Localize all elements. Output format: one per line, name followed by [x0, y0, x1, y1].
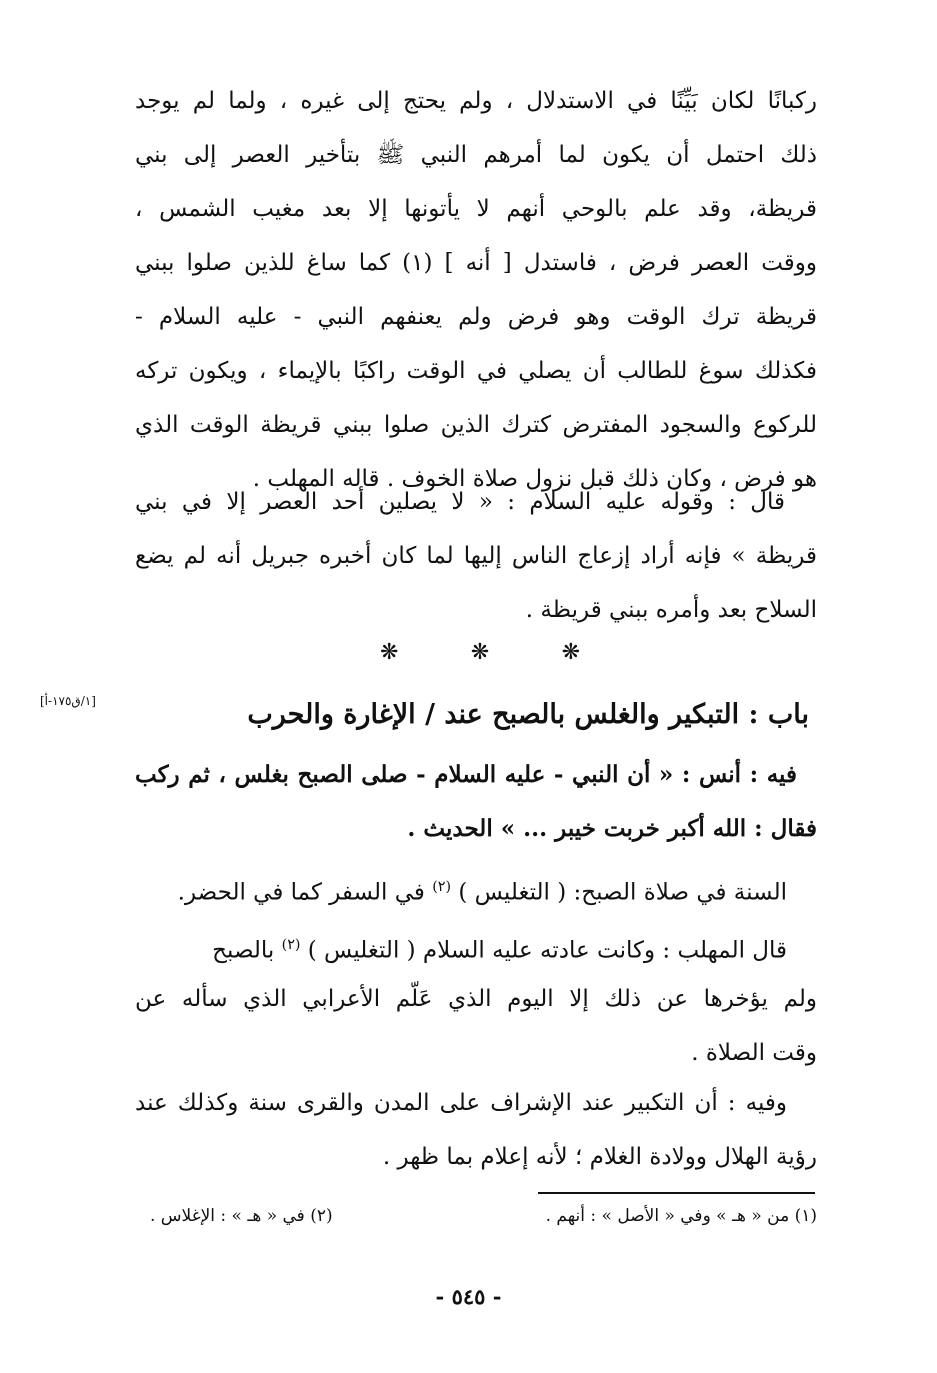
text-line: فكذلك سوغ للطالب أن يصلي في الوقت راكبًا بالإيماء ، ويكون تركه — [135, 358, 817, 384]
footnote-divider — [538, 1192, 815, 1194]
text-line: فقال : الله أكبر خربت خيبر ... » الحديث . — [407, 815, 817, 842]
asterisk-ornament-icon: ❋ — [380, 640, 399, 665]
page-number: - ٥٤٥ - — [435, 1284, 502, 1309]
paragraph-3 — [135, 860, 817, 914]
text-line: هو فرض ، وكان ذلك قبل نزول صلاة الخوف . قاله المهلب . — [252, 466, 817, 492]
text-span: بالصبح — [212, 937, 282, 964]
footnotes — [150, 1206, 817, 1226]
text-line: ذلك احتمل أن يكون لما أمرهم النبي ﷺ بتأخير العصر إلى بني — [135, 142, 817, 168]
text-line: رؤية الهلال وولادة الغلام ؛ لأنه إعلام بما ظهر . — [382, 1144, 817, 1170]
chapter-title: باب : التبكير والغلس بالصبح عند / الإغارة والحرب — [247, 699, 809, 730]
text-span: في السفر كما في الحضر. — [177, 879, 433, 906]
asterisk-ornament-icon: ❋ — [470, 640, 490, 665]
section-separator — [380, 640, 580, 665]
text-line: للركوع والسجود المفترض كترك الذين صلوا ببني قريظة الوقت الذي — [135, 412, 817, 438]
text-span: السنة في صلاة الصبح: ( التغليس ) — [451, 879, 787, 906]
footnote-marker: (٢) — [281, 937, 301, 953]
footnote-1: (١) من « هـ » وفي « الأصل » : أنهم . — [545, 1206, 817, 1226]
text-line: وقت الصلاة . — [691, 1040, 817, 1066]
text-line: ووقت العصر فرض ، فاستدل [ أنه ] (١) كما ساغ للذين صلوا ببني — [135, 250, 817, 276]
paragraph-4 — [135, 918, 817, 1080]
text-line: فيه : أنس : « أن النبي - عليه السلام - صلى الصبح بغلس ، ثم ركب — [135, 761, 797, 788]
footnote-marker: (٢) — [432, 879, 452, 895]
text-line: السلاح بعد وأمره ببني قريظة . — [525, 597, 817, 623]
text-line: وفيه : أن التكبير عند الإشراف على المدن والقرى سنة وكذلك عند — [135, 1090, 787, 1116]
chapter-heading — [135, 688, 817, 742]
asterisk-ornament-icon: ❋ — [561, 640, 580, 665]
text-line: قال : وقوله عليه السلام : « لا يصلين أحد العصر إلا في بني — [135, 489, 785, 515]
paragraph-5 — [135, 1076, 817, 1184]
footnote-2: (٢) في « هـ » : الإغلاس . — [150, 1206, 333, 1226]
hadith-text — [135, 748, 817, 856]
text-line: ركبانًا لكان بَيِّنًا في الاستدلال ، ولم يحتج إلى غيره ، ولما لم يوجد — [135, 88, 817, 114]
text-line — [135, 860, 817, 914]
manuscript-folio-note: [١/ق١٧٥-أ] — [40, 694, 96, 708]
text-line: قريظة ترك الوقت وهو فرض ولم يعنفهم النبي - عليه السلام - — [135, 304, 817, 330]
text-line: قريظة، وقد علم بالوحي أنهم لا يأتونها إلا بعد مغيب الشمس ، — [135, 196, 817, 222]
text-span: قال المهلب : وكانت عادته عليه السلام ( التغليس ) — [300, 937, 787, 964]
text-line: قريظة » فإنه أراد إزعاج الناس إليها لما كان أخبره جبريل أنه لم يضع — [135, 543, 817, 569]
paragraph-2 — [135, 475, 817, 637]
text-line — [135, 918, 817, 972]
paragraph-1 — [135, 74, 817, 506]
text-line: ولم يؤخرها عن ذلك إلا اليوم الذي عَلّم الأعرابي الذي سأله عن — [135, 986, 817, 1012]
